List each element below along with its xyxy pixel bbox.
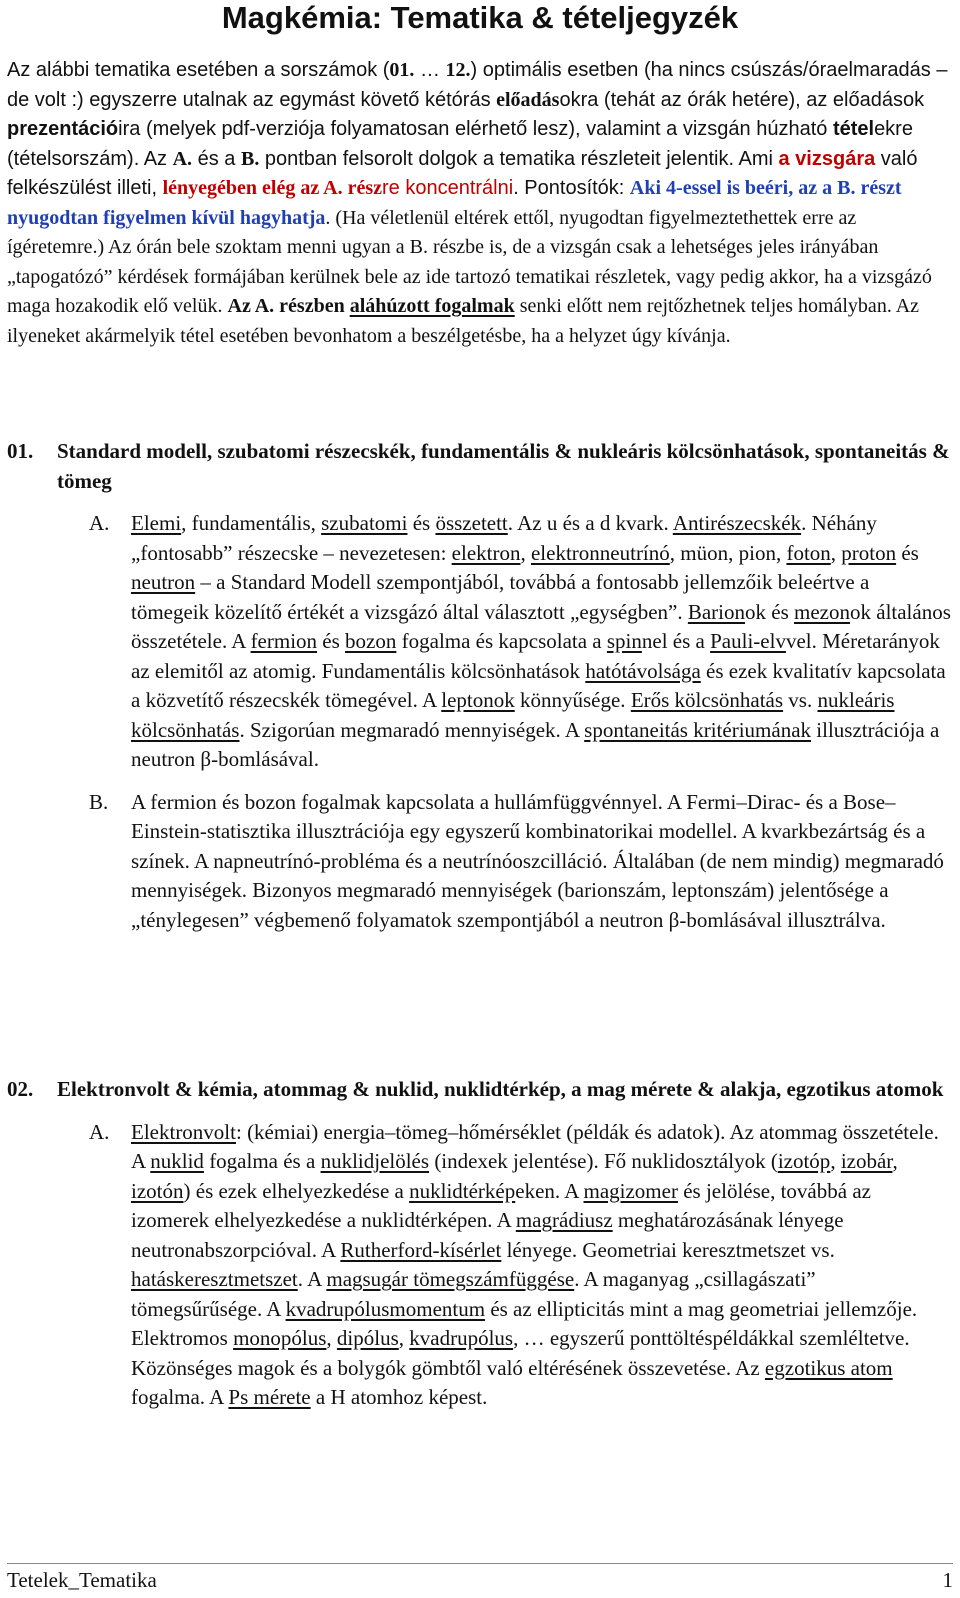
term: proton [841,540,897,565]
term: izobár [840,1149,893,1173]
term: fermion [250,629,318,653]
term: Elektronvolt [131,1119,236,1144]
term: monopólus [233,1326,327,1350]
part-letter: B. [89,789,109,814]
topic-heading [7,437,953,496]
term: összetett [435,511,508,535]
intro-text: senki előtt nem rejtőzhetnek teljes homályban. Az ilyeneket akármelyik tétel esetében bevonhatom a beszélgetésbe, ha a helyzet úgy kívánja. [7,295,920,347]
term: spontaneitás kritériumának [584,717,812,742]
intro-bold: prezentáció [7,118,119,140]
topic-part-b [89,788,951,936]
term: Antirészecskék [672,511,802,535]
intro-text: … [414,59,446,81]
part-b-text: A fermion és bozon fogalmak kapcsolata a hullámfüggvénnyel. A Fermi–Dirac- és a Bose–Einstein-statisztika illusztrációja egy egyszerű kombinatorikai modellel. A kvarkbezártság és a színek. A napneutrínó-probléma és a neutrínóoszcilláció. Általában (de nem mindig) megmaradó mennyiségek. Bizonyos megmaradó mennyiségek (barionszám, leptonszám) jelentősége a „ténylegesen” végbemenő folyamatok szempontjából a neutron β-bomlásával illusztrálva. [131,789,944,932]
term: bozon [345,629,397,653]
topic-part-a [89,509,951,775]
term: egzotikus atom [764,1355,893,1380]
topic-heading [7,1075,953,1105]
topic-part-a [89,1118,951,1413]
intro-bold: B. [240,147,260,170]
term: magrádiusz [515,1208,613,1232]
term: nuklidtérkép [409,1178,516,1203]
intro-highlight: a vizsgára [778,147,876,170]
topic-number: 02. [7,1077,34,1101]
term: nuklidjelölés [320,1149,430,1173]
intro-bold: előadás [496,88,560,111]
page-number: 1 [942,1568,953,1592]
term: dipólus [336,1326,399,1350]
term: kvadrupólusmomentum [285,1296,486,1321]
term: izotóp [777,1149,831,1173]
term: szubatomi [321,511,408,535]
term: foton [786,540,831,565]
term: magizomer [583,1178,678,1203]
topic-01 [7,437,953,935]
part-a-text: Elemi, fundamentális, szubatomi és összetett. Az u és a d kvark. Antirészecskék. Néhány „fontosabb” részecske – nevezetesen: elektron, elektronneutrínó, müon, pion, foton, proton és neutron – a Standard Modell szempontjából, továbbá a fontosabb jellemzőik beleértve a tömegeik közelítő értékét a vizsgázó által választott „egységben”. Barionok és mezonok általános összetétele. A fermion és bozon fogalma és kapcsolata a spinnel és a Pauli-elvvel. Méretarányok az elemitől az atomig. Fundamentális kölcsönhatások hatótávolsága és ezek kvalitatív kapcsolata a közvetítő részecskék tömegével. A leptonok könnyűsége. Erős kölcsönhatás vs. nukleáris kölcsönhatás. Szigorúan megmaradó mennyiségek. A spontaneitás kritériumának illusztrációja a neutron β-bomlásával. [131,511,951,771]
intro-text: okra (tehát az órák hetére), az előadások [559,88,925,111]
page-title: Magkémia: Tematika & tételjegyzék [221,0,739,35]
intro-bold: 01. [389,59,415,81]
term: Erős kölcsönhatás [630,688,784,712]
term: Ps mérete [228,1385,311,1409]
topic-title: Standard modell, szubatomi részecskék, fundamentális & nukleáris kölcsönhatások, spontaneitás & tömeg [57,439,950,493]
intro-bold: A. [172,147,193,170]
intro-highlight: re koncentrálni [382,177,514,199]
intro-text: Az alábbi tematika esetében a sorszámok ( [7,59,390,81]
intro-text: ) optimális esetben (ha nincs csúszás/óraelmaradás – de volt :) egyszerre utalnak az egymást követő kétórás [7,59,948,111]
footer-doc-name: Tetelek_Tematika [7,1568,157,1592]
term: izotón [131,1178,184,1203]
term: nukleáris kölcsönhatás [131,688,895,742]
intro-text: . Pontosítók: [513,177,630,199]
term: Elemi [131,511,182,535]
term: spin [606,629,642,653]
part-letter: A. [89,1119,110,1144]
footer-divider [7,1563,953,1564]
intro-paragraph [7,56,953,351]
term: nuklid [150,1149,204,1173]
term: kvadrupólus [409,1326,514,1350]
intro-text: és a [192,147,241,170]
intro-bold: 12. [445,59,471,81]
part-a-text: Elektronvolt: (kémiai) energia–tömeg–hőmérséklet (példák és adatok). Az atommag összetétele. A nuklid fogalma és a nuklidjelölés (indexek jelentése). Fő nuklidosztályok (izotóp, izobár, izotón) és ezek elhelyezkedése a nuklidtérképeken. A magizomer és jelölése, továbbá az izomerek elhelyezkedése a nuklidtérképen. A magrádiusz meghatározásának lényege neutronabszorpcióval. A Rutherford-kísérlet lényege. Geometriai keresztmetszet vs. hatáskeresztmetszet. A magsugár tömegszámfüggése. A maganyag „csillagászati” tömegsűrűsége. A kvadrupólusmomentum és az ellipticitás mint a mag geometriai jellemzője. Elektromos monopólus, dipólus, kvadrupólus, … egyszerű ponttöltéspéldákkal szemléltetve. Közönséges magok és a bolygók gömbtől való eltérésének összevetése. Az egzotikus atom fogalma. A Ps mérete a H atomhoz képest. [131,1119,939,1409]
intro-text: pontban felsorolt dolgok a tematika részleteit jelentik. Ami [259,147,779,170]
intro-text: . (Ha véletlenül eltérek ettől, nyugodtan figyelmeztethettek erre az ígéretemre.) Az órán bele szoktam menni ugyan a B. részbe is, de a vizsgán csak a lehetséges jeles irányában „tapogatózó” kérdések formájában kerülnek bele az ide tartozó tematikai részletek, vagy pedig akkor, ha a vizsgázó maga hozakodik elő velük. [7,206,932,317]
term: mezon [794,599,850,624]
intro-emphasis: Aki 4-essel is beéri, az a B. részt nyugodtan figyelmen kívül hagyhatja [7,177,902,229]
part-letter: A. [89,511,110,535]
intro-bold: tétel [832,118,875,140]
intro-underline: aláhúzott fogalmak [349,295,515,317]
term: magsugár tömegszámfüggése [326,1267,575,1291]
topic-02 [7,1075,953,1413]
intro-bold: Az A. részben [227,295,350,317]
term: neutron [131,570,196,594]
term: Rutherford-kísérlet [340,1237,502,1262]
topic-number: 01. [7,439,34,463]
term: hatótávolsága [585,658,701,683]
intro-text: való felkészülést illeti, [7,147,918,199]
term: hatáskeresztmetszet [131,1267,298,1291]
term: elektron [451,540,521,565]
page-footer [7,1566,953,1594]
term: elektronneutrínó [530,540,670,565]
intro-highlight: lényegében elég az A. rész [162,177,382,199]
intro-text: ira (melyek pdf-verziója folyamatosan elérhető lesz), valamint a vizsgán húzható [118,118,833,140]
intro-text: ekre (tételsorszám). Az [7,118,913,170]
topic-title: Elektronvolt & kémia, atommag & nuklid, nuklidtérkép, a mag mérete & alakja, egzotikus atomok [57,1077,944,1101]
term: Pauli-elv [710,629,786,653]
term: Barion [687,599,746,624]
term: leptonok [441,688,515,712]
